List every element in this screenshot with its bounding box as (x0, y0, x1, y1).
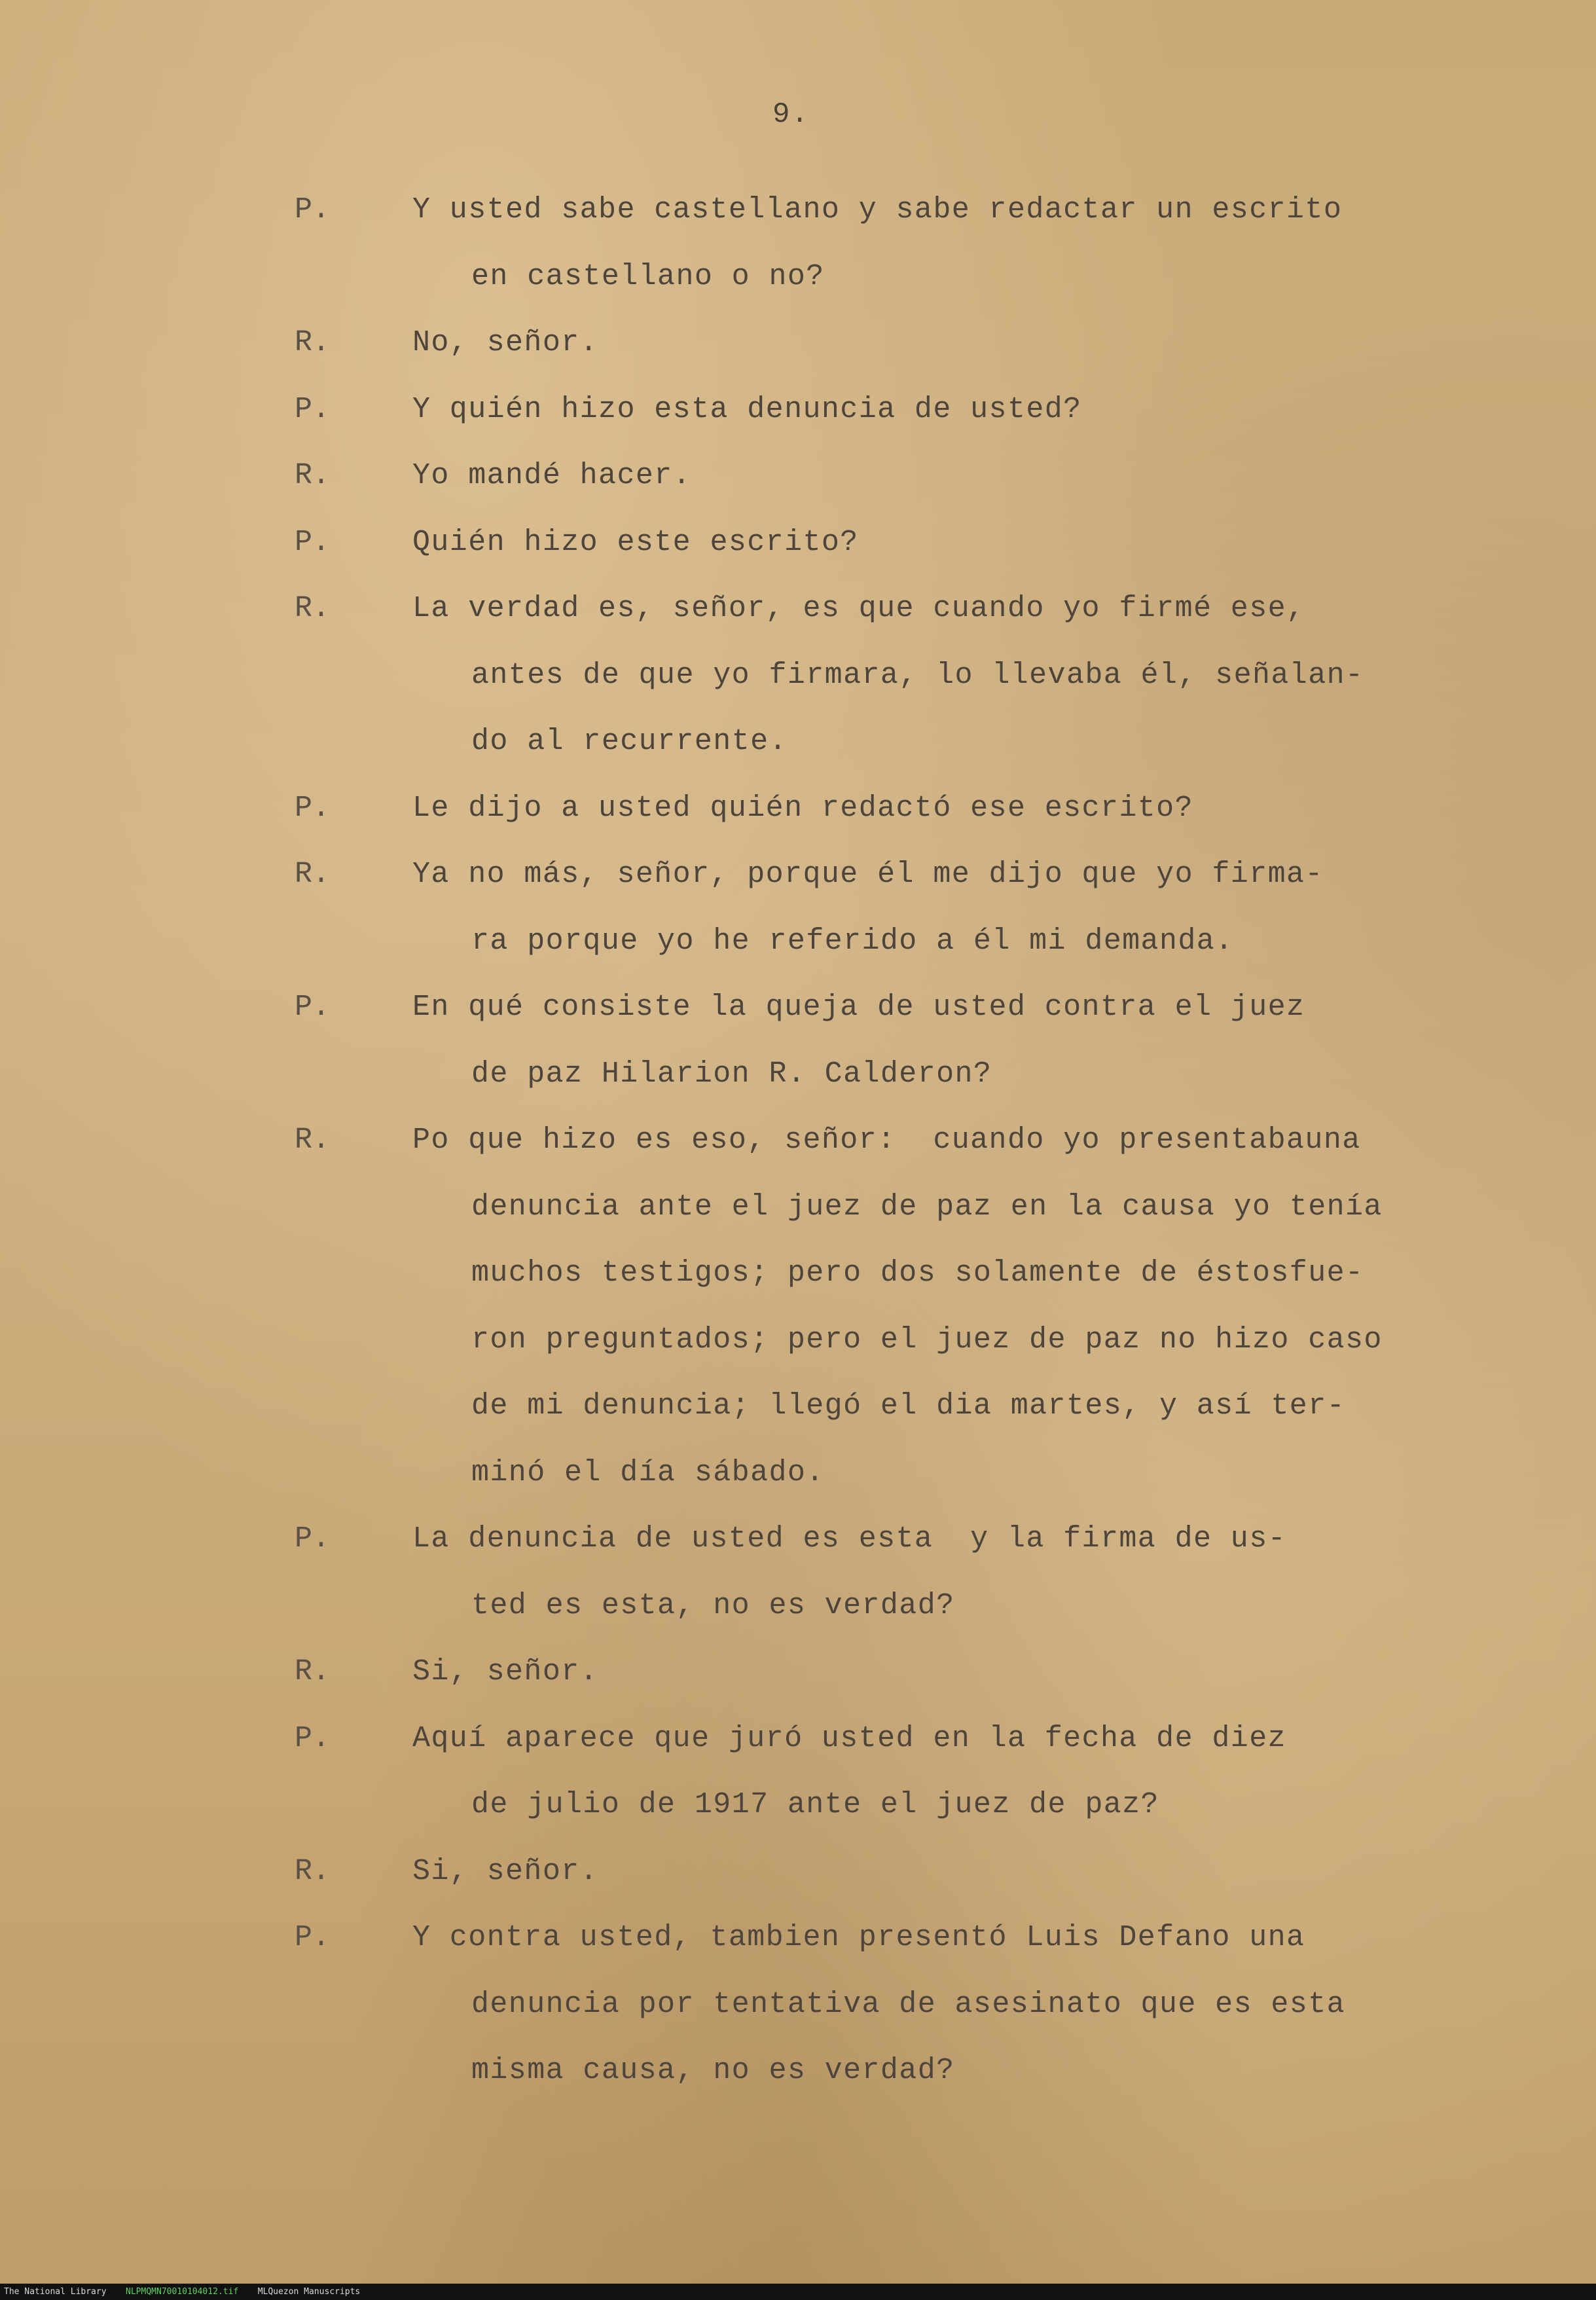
speaker-label: P. (295, 791, 331, 825)
entry-continuation-line: muchos testigos; pero dos solamente de éstosfue- (471, 1256, 1364, 1290)
page-number: 9. (772, 98, 810, 131)
entry-line: Y quién hizo esta denuncia de usted? (412, 392, 1082, 426)
entry-line: Y usted sabe castellano y sabe redactar un escrito (412, 193, 1343, 227)
entry-continuation-line: ron preguntados; pero el juez de paz no hizo caso (471, 1323, 1383, 1357)
speaker-label: R. (295, 1655, 331, 1688)
entry-continuation-line: denuncia ante el juez de paz en la causa yo tenía (471, 1190, 1383, 1224)
speaker-label: P. (295, 392, 331, 426)
speaker-label: P. (295, 1721, 331, 1755)
entry-line: Ya no más, señor, porque él me dijo que yo firma- (412, 858, 1324, 891)
entry-continuation-line: denuncia por tentativa de asesinato que es esta (471, 1987, 1346, 2021)
entry-line: Y contra usted, tambien presentó Luis Defano una (412, 1921, 1305, 1954)
entry-line: No, señor. (412, 326, 599, 359)
entry-continuation-line: ra porque yo he referido a él mi demanda. (471, 924, 1234, 958)
entry-line: Aquí aparece que juró usted en la fecha de diez (412, 1721, 1287, 1755)
entry-continuation-line: misma causa, no es verdad? (471, 2054, 955, 2087)
entry-line: Yo mandé hacer. (412, 459, 692, 492)
footer-collection: MLQuezon Manuscripts (257, 2287, 361, 2297)
speaker-label: P. (295, 1522, 331, 1556)
speaker-label: P. (295, 525, 331, 559)
entry-line: Po que hizo es eso, señor: cuando yo presentabauna (412, 1123, 1361, 1157)
entry-line: Quién hizo este escrito? (412, 525, 859, 559)
footer-library: The National Library (4, 2287, 107, 2297)
entry-line: En qué consiste la queja de usted contra el juez (412, 991, 1305, 1024)
footer-file: NLPMQMN70010104012.tif (126, 2287, 239, 2297)
speaker-label: P. (295, 193, 331, 227)
speaker-label: R. (295, 326, 331, 359)
entry-line: Le dijo a usted quién redactó ese escrito? (412, 791, 1193, 825)
entry-continuation-line: de mi denuncia; llegó el dia martes, y así ter- (471, 1389, 1346, 1423)
entry-continuation-line: de julio de 1917 ante el juez de paz? (471, 1788, 1159, 1821)
archive-footer (0, 2284, 1596, 2300)
speaker-label: R. (295, 1123, 331, 1157)
entry-continuation-line: de paz Hilarion R. Calderon? (471, 1057, 992, 1091)
speaker-label: R. (295, 1854, 331, 1888)
speaker-label: P. (295, 991, 331, 1024)
entry-continuation-line: do al recurrente. (471, 725, 788, 758)
speaker-label: P. (295, 1921, 331, 1954)
entry-continuation-line: minó el día sábado. (471, 1455, 825, 1489)
speaker-label: R. (295, 592, 331, 625)
speaker-label: R. (295, 459, 331, 492)
entry-line: Si, señor. (412, 1854, 599, 1888)
entry-line: Si, señor. (412, 1655, 599, 1688)
entry-continuation-line: en castellano o no? (471, 259, 825, 293)
entry-line: La verdad es, señor, es que cuando yo firmé ese, (412, 592, 1305, 625)
speaker-label: R. (295, 858, 331, 891)
entry-line: La denuncia de usted es esta y la firma de us- (412, 1522, 1287, 1556)
entry-continuation-line: antes de que yo firmara, lo llevaba él, señalan- (471, 658, 1364, 692)
entry-continuation-line: ted es esta, no es verdad? (471, 1588, 955, 1622)
